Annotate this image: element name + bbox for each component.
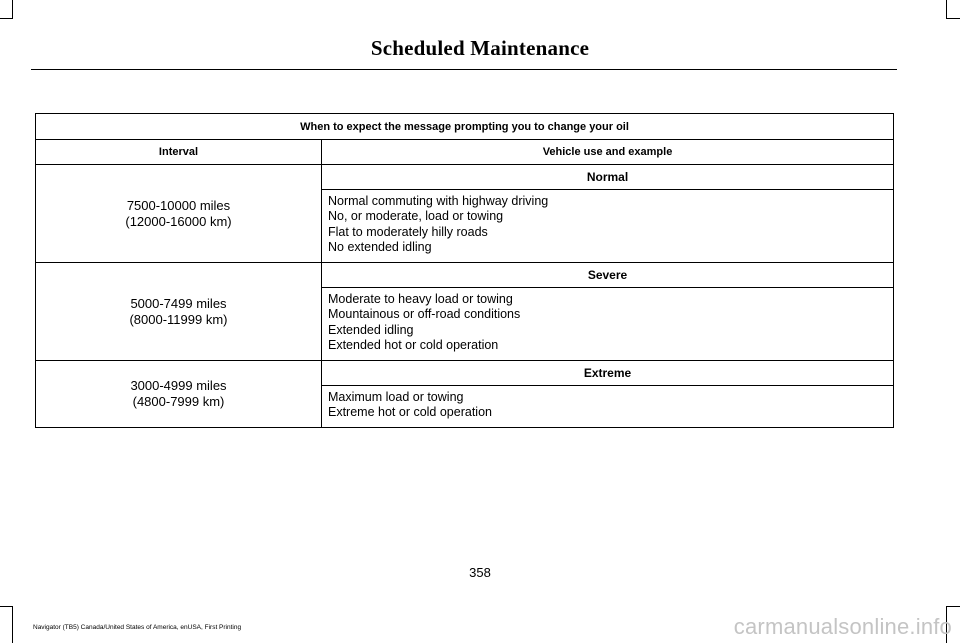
conditions-cell — [322, 288, 894, 361]
interval-km: (12000-16000 km) — [125, 213, 232, 229]
crop-mark-bottom-right-h — [946, 606, 960, 607]
crop-mark-top-right-v — [946, 0, 947, 18]
interval-cell — [36, 165, 322, 263]
crop-mark-bottom-left-h — [0, 606, 13, 607]
table-header-row — [36, 140, 894, 165]
column-header-interval: Interval — [36, 140, 322, 165]
condition-item: Moderate to heavy load or towing — [328, 292, 513, 306]
condition-item: No, or moderate, load or towing — [328, 209, 504, 224]
title-rule — [31, 69, 897, 70]
interval-km: (8000-11999 km) — [129, 311, 228, 327]
column-header-vehicle-use: Vehicle use and example — [322, 140, 894, 165]
crop-mark-top-left-h — [0, 18, 13, 19]
condition-item: Extended idling — [328, 322, 414, 337]
oil-change-table — [35, 113, 894, 428]
table-row — [36, 263, 894, 288]
crop-mark-top-left-v — [12, 0, 13, 18]
table-caption-row — [36, 114, 894, 140]
condition-item: Extreme hot or cold operation — [328, 405, 492, 420]
interval-miles: 3000-4999 miles — [130, 378, 227, 393]
condition-item: Extended hot or cold operation — [328, 337, 499, 352]
condition-item: Mountainous or off-road conditions — [328, 307, 521, 322]
category-label: Severe — [322, 263, 894, 288]
condition-item: No extended idling — [328, 239, 432, 254]
table-row — [36, 165, 894, 190]
category-label: Normal — [322, 165, 894, 190]
conditions-cell — [322, 190, 894, 263]
interval-miles: 5000-7499 miles — [130, 295, 227, 311]
page-number: 358 — [469, 565, 491, 580]
footer-edition-text: Navigator (TB5) Canada/United States of America, enUSA, First Printing — [33, 624, 242, 631]
condition-item: Maximum load or towing — [328, 390, 464, 404]
crop-mark-bottom-left-v — [12, 606, 13, 643]
table-caption: When to expect the message prompting you to change your oil — [36, 114, 894, 140]
category-label: Extreme — [322, 361, 894, 386]
crop-mark-top-right-h — [946, 18, 960, 19]
conditions-cell — [322, 386, 894, 428]
condition-item: Flat to moderately hilly roads — [328, 224, 488, 239]
condition-item: Normal commuting with highway driving — [328, 194, 549, 208]
interval-cell — [36, 361, 322, 428]
interval-miles: 7500-10000 miles — [126, 197, 231, 213]
watermark: carmanualsonline.info — [733, 614, 952, 639]
table-row — [36, 361, 894, 386]
interval-cell — [36, 263, 322, 361]
interval-km: (4800-7999 km) — [132, 394, 225, 409]
page-title: Scheduled Maintenance — [370, 36, 590, 60]
